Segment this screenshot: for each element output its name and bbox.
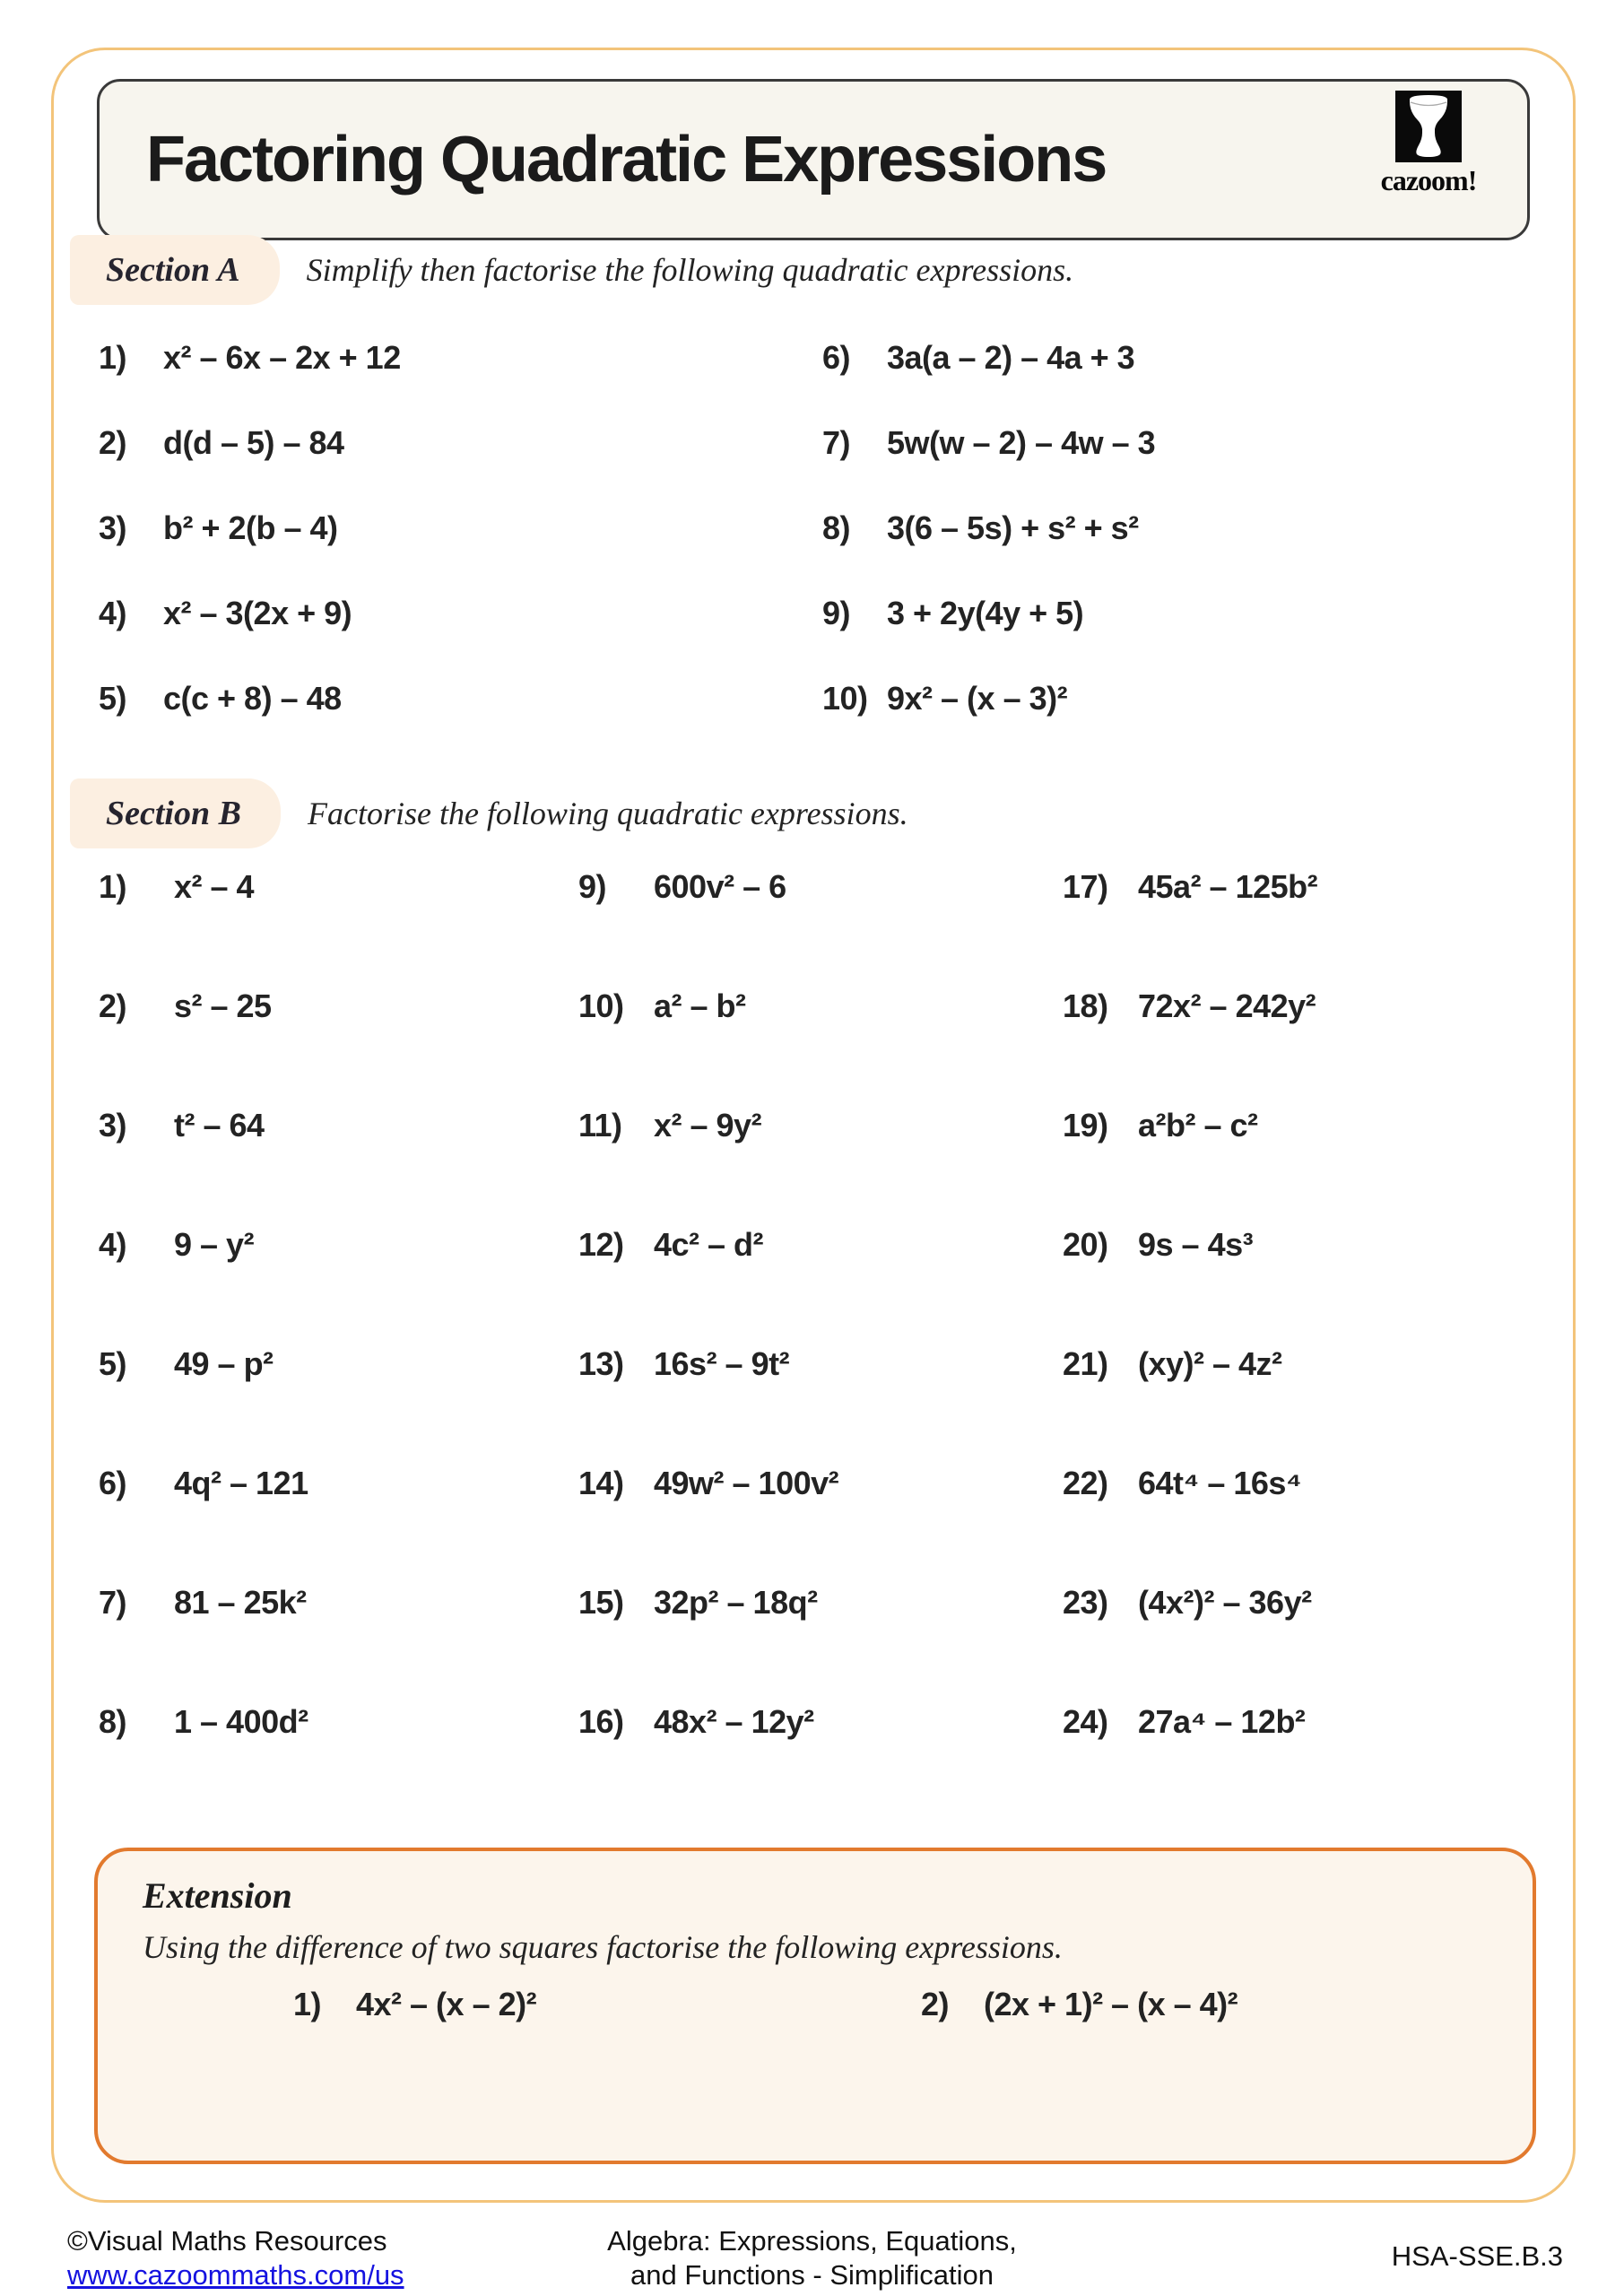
page-title: Factoring Quadratic Expressions [146, 124, 1107, 196]
section-a-label: Section A [70, 235, 280, 305]
topic-line-2: and Functions - Simplification [630, 2259, 994, 2291]
problem-number: 18) [1063, 987, 1108, 1024]
problem-expression: 4c² – d² [654, 1226, 764, 1263]
problem-expression: 49w² – 100v² [654, 1465, 839, 1501]
problem-number: 16) [578, 1703, 624, 1740]
problem-expression: (2x + 1)² – (x – 4)² [984, 1986, 1238, 2022]
problem-item [578, 1703, 1063, 1822]
problem-item [99, 1345, 578, 1465]
problem-expression: 81 – 25k² [174, 1584, 307, 1621]
problem-number: 1) [99, 339, 127, 376]
problem-number: 20) [1063, 1226, 1108, 1263]
problem-number: 4) [99, 595, 127, 631]
problem-number: 5) [99, 1345, 127, 1382]
problem-number: 10) [578, 987, 624, 1024]
problem-expression: 27a⁴ – 12b² [1138, 1703, 1306, 1740]
problem-item [822, 424, 1155, 509]
extension-instruction: Using the difference of two squares factorise the following expressions. [143, 1929, 1063, 1965]
problem-number: 5) [99, 680, 127, 717]
problem-number: 17) [1063, 868, 1108, 905]
section-b-label: Section B [70, 778, 281, 848]
problem-item [578, 987, 1063, 1107]
problem-expression: t² – 64 [174, 1107, 265, 1144]
extension-box [94, 1848, 1536, 2164]
problem-number: 8) [99, 1703, 127, 1740]
problem-expression: 16s² – 9t² [654, 1345, 790, 1382]
problem-item [822, 595, 1155, 680]
problem-expression: 600v² – 6 [654, 868, 786, 905]
extension-label: Extension [143, 1875, 292, 1916]
problem-expression: x² – 9y² [654, 1107, 762, 1144]
problem-expression: 5w(w – 2) – 4w – 3 [887, 424, 1156, 461]
problem-number: 24) [1063, 1703, 1108, 1740]
problem-expression: a²b² – c² [1138, 1107, 1258, 1144]
problem-number: 10) [822, 680, 868, 717]
problem-item [578, 1345, 1063, 1465]
footer-topic [0, 2224, 1624, 2292]
topic-line-1: Algebra: Expressions, Equations, [607, 2225, 1017, 2257]
problem-expression: 9 – y² [174, 1226, 255, 1263]
problem-number: 21) [1063, 1345, 1108, 1382]
problem-expression: 1 – 400d² [174, 1703, 308, 1740]
problem-item [578, 1584, 1063, 1703]
problem-expression: (4x²)² – 36y² [1138, 1584, 1312, 1621]
problem-item [822, 509, 1155, 595]
problem-item [578, 1226, 1063, 1345]
problem-expression: 3(6 – 5s) + s² + s² [887, 509, 1139, 546]
problem-item [1063, 987, 1317, 1107]
problem-expression: 9s – 4s³ [1138, 1226, 1254, 1263]
problem-number: 6) [99, 1465, 127, 1501]
problem-number: 3) [99, 509, 127, 546]
problem-number: 1) [293, 1986, 322, 2022]
problem-item [99, 509, 822, 595]
problem-expression: 45a² – 125b² [1138, 868, 1318, 905]
problem-expression: x² – 6x – 2x + 12 [163, 339, 401, 376]
problem-expression: 49 – p² [174, 1345, 274, 1382]
problem-item [99, 1703, 578, 1822]
problem-expression: 9x² – (x – 3)² [887, 680, 1068, 717]
problem-expression: 3a(a – 2) – 4a + 3 [887, 339, 1135, 376]
problem-number: 22) [1063, 1465, 1108, 1501]
problem-item [578, 1107, 1063, 1226]
problem-expression: c(c + 8) – 48 [163, 680, 342, 717]
problem-item [578, 1465, 1063, 1584]
problem-number: 15) [578, 1584, 624, 1621]
problem-expression: 64t⁴ – 16s⁴ [1138, 1465, 1302, 1501]
problem-number: 9) [822, 595, 851, 631]
problem-expression: 4x² – (x – 2)² [356, 1986, 537, 2022]
problem-item [99, 1226, 578, 1345]
problem-expression: x² – 4 [174, 868, 255, 905]
problem-number: 14) [578, 1465, 624, 1501]
problem-expression: 4q² – 121 [174, 1465, 308, 1501]
problem-item [1063, 1465, 1317, 1584]
problem-item [1063, 868, 1317, 987]
problem-item [293, 1986, 921, 2039]
problem-expression: 3 + 2y(4y + 5) [887, 595, 1084, 631]
problem-number: 4) [99, 1226, 127, 1263]
problem-number: 6) [822, 339, 851, 376]
djembe-drum-icon [1395, 91, 1462, 162]
problem-item [99, 1465, 578, 1584]
problem-expression: 48x² – 12y² [654, 1703, 814, 1740]
problem-item [1063, 1107, 1317, 1226]
problem-item [99, 339, 822, 424]
problem-number: 2) [921, 1986, 950, 2022]
problem-number: 7) [99, 1584, 127, 1621]
problem-expression: x² – 3(2x + 9) [163, 595, 352, 631]
problem-expression: 32p² – 18q² [654, 1584, 818, 1621]
section-a-header [70, 235, 1073, 305]
problem-item [99, 987, 578, 1107]
section-b-header [70, 778, 908, 848]
problem-expression: (xy)² – 4z² [1138, 1345, 1282, 1382]
copyright-text: ©Visual Maths Resources [67, 2225, 387, 2257]
problem-expression: d(d – 5) – 84 [163, 424, 344, 461]
problem-item [99, 424, 822, 509]
problem-item [1063, 1345, 1317, 1465]
problem-number: 2) [99, 987, 127, 1024]
problem-item [1063, 1584, 1317, 1703]
problem-item [822, 680, 1155, 765]
problem-number: 11) [578, 1107, 622, 1144]
problem-item [99, 595, 822, 680]
website-link[interactable]: www.cazoommaths.com/us [67, 2259, 404, 2291]
problem-number: 9) [578, 868, 607, 905]
problem-number: 3) [99, 1107, 127, 1144]
problem-item [578, 868, 1063, 987]
title-box [97, 79, 1530, 240]
problem-item [822, 339, 1155, 424]
problem-expression: a² – b² [654, 987, 746, 1024]
section-a-instruction: Simplify then factorise the following quadratic expressions. [306, 252, 1074, 288]
problem-item [1063, 1226, 1317, 1345]
problem-number: 13) [578, 1345, 624, 1382]
problem-number: 2) [99, 424, 127, 461]
problem-number: 12) [578, 1226, 624, 1263]
problem-item [99, 868, 578, 987]
section-b-instruction: Factorise the following quadratic expressions. [307, 796, 908, 831]
problem-item [99, 1584, 578, 1703]
section-b-problem-list [99, 868, 1317, 1822]
problem-number: 8) [822, 509, 851, 546]
problem-item [99, 680, 822, 765]
problem-expression: 72x² – 242y² [1138, 987, 1316, 1024]
section-a-problem-list [99, 339, 1155, 765]
problem-number: 19) [1063, 1107, 1108, 1144]
problem-item [921, 1986, 1238, 2039]
problem-item [99, 1107, 578, 1226]
problem-item [1063, 1703, 1317, 1822]
problem-number: 7) [822, 424, 851, 461]
logo-brand-text: cazoom! [1380, 164, 1477, 196]
problem-expression: s² – 25 [174, 987, 272, 1024]
extension-problem-list [293, 1986, 1238, 2039]
standard-code: HSA-SSE.B.3 [1391, 2240, 1563, 2272]
problem-number: 1) [99, 868, 127, 905]
problem-number: 23) [1063, 1584, 1108, 1621]
problem-expression: b² + 2(b – 4) [163, 509, 338, 546]
cazoom-logo [1366, 91, 1491, 197]
